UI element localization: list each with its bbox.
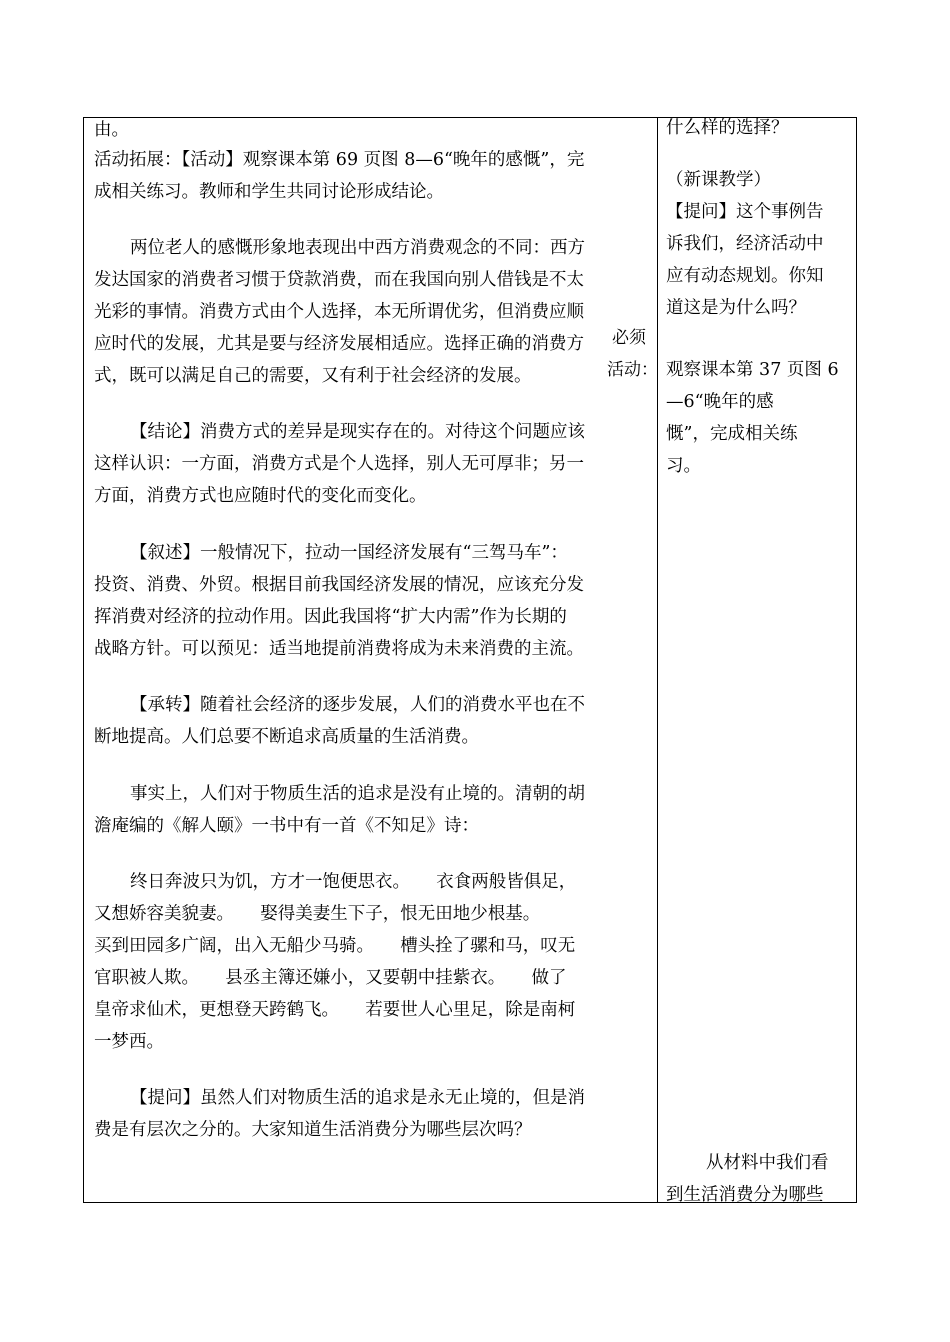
text-line: 诉我们，经济活动中 xyxy=(666,234,824,254)
text-line: 应时代的发展，尤其是要与经济发展相适应。选择正确的消费方 xyxy=(94,334,584,354)
text-line: 到生活消费分为哪些 xyxy=(666,1185,824,1205)
overlay-text-huodong: 活动： xyxy=(607,360,658,380)
poem-line: 皇帝求仙术，更想登天跨鹤飞。 若要世人心里足，除是南柯 xyxy=(94,1000,576,1020)
text-line: 活动拓展：【活动】观察课本第 69 页图 8—6“晚年的感慨”，完 xyxy=(94,150,585,170)
text-line: 【提问】这个事例告 xyxy=(666,202,824,222)
text-line: 断地提高。人们总要不断追求高质量的生活消费。 xyxy=(94,727,479,747)
text-line: 光彩的事情。消费方式由个人选择，本无所谓优劣，但消费应顺 xyxy=(94,302,584,322)
text-line: 应有动态规划。你知 xyxy=(666,266,824,286)
text-line: 由。 xyxy=(94,120,129,140)
text-line: 方面，消费方式也应随时代的变化而变化。 xyxy=(94,486,427,506)
text-line: 澹庵编的《解人颐》一书中有一首《不知足》诗： xyxy=(94,816,479,836)
text-line: 从材料中我们看 xyxy=(706,1153,829,1173)
text-line: 【结论】消费方式的差异是现实存在的。对待这个问题应该 xyxy=(130,422,585,442)
poem-line: 官职被人欺。 县丞主簿还嫌小，又要朝中挂紫衣。 做了 xyxy=(94,968,567,988)
text-line: 道这是为什么吗？ xyxy=(666,298,806,318)
text-line: 【承转】随着社会经济的逐步发展，人们的消费水平也在不 xyxy=(130,695,585,715)
text-line: 两位老人的感慨形象地表现出中西方消费观念的不同：西方 xyxy=(130,238,585,258)
text-line: 投资、消费、外贸。根据目前我国经济发展的情况，应该充分发 xyxy=(94,575,584,595)
text-line: 事实上，人们对于物质生活的追求是没有止境的。清朝的胡 xyxy=(130,784,585,804)
text-line: 发达国家的消费者习惯于贷款消费，而在我国向别人借钱是不太 xyxy=(94,270,584,290)
text-line: 【叙述】一般情况下，拉动一国经济发展有“三驾马车”： xyxy=(130,543,568,563)
text-line: 什么样的选择？ xyxy=(666,118,789,138)
text-line: 习。 xyxy=(666,456,701,476)
text-line: 慨”，完成相关练 xyxy=(666,424,798,444)
text-line: 观察课本第 37 页图 6 xyxy=(666,360,839,380)
overlay-text-bixu: 必须 xyxy=(612,328,646,348)
text-line: —6“晚年的感 xyxy=(666,392,774,412)
text-line: 这样认识：一方面，消费方式是个人选择，别人无可厚非；另一 xyxy=(94,454,584,474)
text-line: 【提问】虽然人们对物质生活的追求是永无止境的，但是消 xyxy=(130,1088,585,1108)
text-line: 式，既可以满足自己的需要，又有利于社会经济的发展。 xyxy=(94,366,532,386)
poem-line: 一梦西。 xyxy=(94,1032,164,1052)
column-divider xyxy=(657,118,658,1202)
text-line: 挥消费对经济的拉动作用。因此我国将“扩大内需”作为长期的 xyxy=(94,607,567,627)
text-line: 战略方针。可以预见：适当地提前消费将成为未来消费的主流。 xyxy=(94,639,584,659)
poem-line: 买到田园多广阔，出入无船少马骑。 槽头拴了骡和马，叹无 xyxy=(94,936,576,956)
text-line: 成相关练习。教师和学生共同讨论形成结论。 xyxy=(94,182,444,202)
lesson-plan-table xyxy=(83,117,857,1203)
poem-line: 又想娇容美貌妻。 娶得美妻生下子，恨无田地少根基。 xyxy=(94,904,541,924)
poem-line: 终日奔波只为饥，方才一饱便思衣。 衣食两般皆俱足， xyxy=(130,872,577,892)
text-line: 费是有层次之分的。大家知道生活消费分为哪些层次吗？ xyxy=(94,1120,532,1140)
text-line: （新课教学） xyxy=(666,170,771,190)
